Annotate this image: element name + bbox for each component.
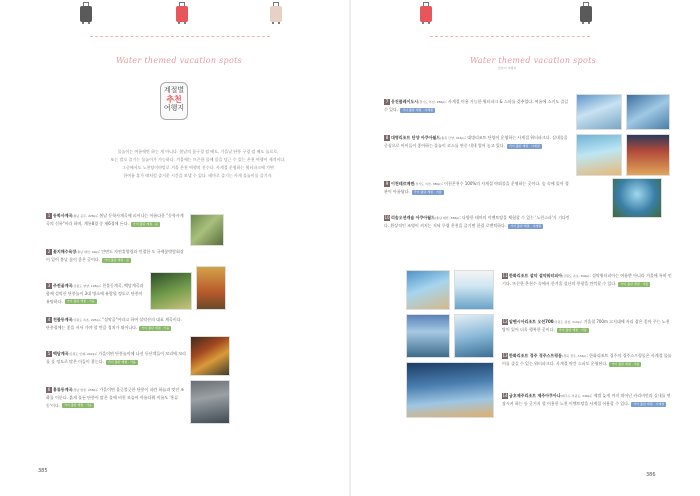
item-name: 동학사계곡 — [53, 213, 73, 218]
item-description: : 겨울철 700m 고지대에 자리 잡은 좋아 주는 노천탕이 있어 더욱 행복한 곳이다. — [502, 319, 670, 333]
photo-autumn-valley — [196, 266, 226, 310]
photo-ocean-castle — [612, 178, 662, 218]
item-description: : 가을이면 울긋불긋한 단풍이 파란 하늘과 멋진 조화를 이룬다. 붉게 물든 단풍이 맑은 물에 비친 모습이 아름다워 이름도 '홍류동'이다. — [46, 387, 185, 408]
suitcase-icon — [270, 2, 282, 24]
item-name: 한화리조트 경주 경주스프링돔 — [509, 353, 563, 358]
title-line-3: 여행지 — [163, 104, 185, 112]
photo-seorak-waterpia — [406, 270, 450, 310]
item-name: 대명리조트 단양 아쿠아월드 — [391, 135, 441, 140]
suitcase-icon — [176, 2, 188, 24]
photo-woongjin-2 — [626, 94, 670, 130]
list-item — [384, 134, 570, 150]
item-number: 4 — [47, 317, 51, 322]
item-description: : 다양한 테마의 이벤트탕을 체험할 수 있는 '노천스파'가 기다린다. 환상적인 조명이 켜지는 저녁 무렵 온천을 즐기면 한결 로맨틱하다. — [384, 215, 570, 229]
season-tag: 가이 출판 계절 · 사계절 — [510, 223, 542, 228]
item-address: (경기도 부천, 286p) — [418, 100, 446, 104]
photo-spring-dome — [454, 314, 494, 358]
item-description: : 봄날 동학사계곡에 피어나는 아름다운 "동학사계곡의 신록"이라 하며, 계룡8경 중 제6경에 든다. — [46, 213, 184, 227]
intro-line: 또는 발로 즐기는 물놀이가 가능하다. 겨울에는 뜨끈한 물에 몸을 담근 수 있는 온천 여행이 제격이다. — [110, 157, 286, 162]
item-description: : 천불동계곡, 백담계곡과 함께 설악산 단풍놀이 3대 명소에 유람될 정도로 단풍이 유명하다. — [46, 283, 144, 304]
photo-terme-den — [626, 134, 670, 176]
list-item — [46, 282, 146, 305]
item-address: (경남 합천, 258p) — [72, 388, 97, 392]
item-address: (강원도 인제, 202p) — [68, 352, 96, 356]
item-number: 11 — [502, 273, 508, 278]
photo-jeju-aquana — [406, 362, 494, 418]
photo-woongjin — [576, 94, 622, 130]
suitcase-icon — [80, 2, 92, 24]
item-description: : 안면도 자연휴양림과 인접한 도 국제꽃박람회장이 있어 봄날 꽃이 좋은 곳이다. — [46, 249, 184, 263]
intro-line: 그중에서도 노천탕이야말로 겨울 온천 여행의 진수다. 사계절 운영하는 워터파크에 가면 — [122, 165, 274, 170]
photo-seorak-waterpia-2 — [454, 270, 494, 310]
item-address: (강원도 속초, 306p) — [562, 274, 590, 278]
item-address: (강원도 양양, 198p) — [72, 284, 100, 288]
intro-line: 한여름 휴가 때처럼 즐거운 시간을 보낼 수 있다. 테마로 즐기는 사계 물놀이를 즐기자. — [123, 173, 273, 178]
season-tag: 가이 출판 계절 · 겨울 — [611, 361, 640, 366]
list-item — [46, 212, 186, 228]
item-description: : 이천온천수 100%의 사계절 야외풀을 운영하는 곳이다. 숲 속에 있어 경관이 아름답다. — [384, 181, 569, 195]
item-name: 백담계곡 — [53, 351, 69, 356]
item-number: 13 — [502, 353, 508, 358]
page-number: 385 — [38, 468, 48, 474]
season-tag: 가이 출판 계절 · 가을 — [66, 299, 95, 304]
item-description: : "설악골"이라고 하여 설악산의 대표 계곡이다. 단풍철에는 좋을 서서 가야 할 만큼 경치가 뛰어나다. — [46, 317, 182, 331]
item-name: 홍류동계곡 — [53, 387, 73, 392]
header-subtitle: 물놀이 여행지 — [498, 66, 517, 70]
item-name: 천불동계곡 — [53, 317, 73, 322]
season-tag: 가이 출판 계절 · 사계절 — [508, 143, 540, 148]
item-name: 한화리조트 설악 설악워터피아 — [509, 273, 563, 278]
item-address: (충남 태안, 386p) — [434, 216, 460, 220]
title-line-2: 추천 — [166, 95, 182, 104]
item-name: 주전골계곡 — [53, 283, 73, 288]
photo-hongryudong — [190, 380, 230, 424]
item-number: 2 — [47, 249, 51, 254]
item-name: 알펜시아리조트 오션700 — [509, 319, 554, 324]
list-item — [384, 214, 570, 230]
list-item — [46, 386, 186, 409]
photo-cheonbuldong — [190, 336, 230, 376]
item-address: (제주도 서귀포, 348p) — [560, 394, 591, 398]
item-number: 9 — [385, 181, 389, 186]
item-address: (충남 공주, 228p) — [72, 214, 97, 218]
season-tag: 가이 출판 계절 · 겨울 — [620, 281, 649, 286]
item-number: 12 — [502, 319, 508, 324]
item-address: (경북 경주, 332p) — [562, 354, 587, 358]
item-description: : 가을이면 단풍놀이에 나선 등산객들이 꼬리에 꼬리를 물 정도로 많은 이들이 찾는다. — [46, 351, 186, 365]
decorative-wave — [430, 36, 590, 40]
decorative-wave — [90, 36, 270, 40]
page-number: 386 — [646, 472, 656, 478]
suitcase-icon — [580, 2, 592, 24]
list-item — [46, 316, 186, 332]
item-number: 5 — [47, 351, 51, 356]
header-script: Water themed vacation spots — [116, 56, 242, 65]
item-address: (충북 단양, 314p) — [440, 136, 465, 140]
intro-line: 물놀이는 여름에만 하는 게 아니다. 봄날의 꽃구경 겸 배도, 가을날 단풍 구경 겸 배도 놀으로, — [117, 149, 279, 154]
list-item — [384, 180, 570, 196]
list-item — [384, 98, 570, 114]
right-page — [350, 0, 700, 496]
item-number: 3 — [47, 283, 51, 288]
title-line-1: 계절별 — [163, 86, 185, 94]
item-number: 8 — [385, 135, 389, 140]
season-tag: 가이 출판 계절 · 가을 — [63, 403, 92, 408]
item-name: 이천테르메덴 — [391, 181, 415, 186]
photo-aquaworld-danyang — [576, 134, 622, 176]
item-number: 1 — [47, 213, 51, 218]
item-name: 금호제주리조트 제주아쿠아나 — [509, 393, 561, 398]
item-address: (충남 태안, 49p) — [76, 250, 99, 254]
item-number: 10 — [384, 215, 390, 220]
season-tag: 가이 출판 계절 · 봄 — [132, 221, 158, 226]
section-title-badge — [160, 82, 188, 120]
item-address: (강원도 속초, 205p) — [72, 318, 100, 322]
item-address: (강원도 평창, 310p) — [553, 320, 581, 324]
season-tag: 가이 출판 계절 · 사계절 — [402, 107, 433, 112]
list-item — [502, 352, 672, 368]
item-number: 14 — [502, 393, 508, 398]
item-description: : 설악워터피아는 여름뿐 아니라 겨울에 특히 인기다. 뜨끈한 온천수 속에서 한겨울 설산의 풍광을 만끽할 수 있다. — [502, 273, 672, 287]
photo-ocean700 — [406, 314, 450, 358]
header-script: Water themed vacation spots — [470, 56, 596, 65]
item-description: : 사계절 이용 가능한 워터파크 & 스파를 갖추었다. 여름에 스키도 즐길 수 있다. — [384, 99, 569, 113]
photo-donghaksa — [190, 214, 224, 246]
item-name: 리솜오션캐슬 아쿠아월드 — [391, 215, 435, 220]
item-description: : 제법 늦게 까지 뛰어난 카리비안과 실내를 연장시켜 하는 등 굿거지 할 이용한 노천 이벤트탕을 사계절 이용할 수 있다. — [502, 393, 671, 407]
photo-jujeongol — [150, 272, 192, 310]
item-description: : 한화리조트 경주의 경주스프링돔은 사계절 물놀이를 즐길 수 있는 워터파크다. 사계절 야간 스파도 운영된다. — [502, 353, 672, 367]
list-item — [502, 392, 672, 408]
season-tag: 가이 출판 계절 · 봄 — [104, 257, 130, 262]
list-item — [502, 318, 672, 334]
season-tag: 가이 출판 계절 · 가을 — [141, 325, 170, 330]
item-name: 웅진플레이도시 — [391, 99, 419, 104]
season-tag: 가이 출판 계절 · 가을 — [107, 359, 136, 364]
item-number: 7 — [385, 99, 389, 104]
season-tag: 가이 출판 계절 · 사계절 — [633, 401, 665, 406]
item-number: 6 — [47, 387, 51, 392]
item-description: : 대명리조트 단양이 운영하는 사계절 워터파크다. 실내물을 중심으로 아이들이 좋아하는 물놀이 코스를 연중 내내 열어 놓고 있다. — [384, 135, 568, 149]
season-tag: 가이 출판 계절 · 겨울 — [413, 189, 442, 194]
list-item — [46, 248, 186, 264]
intro-paragraph — [88, 148, 308, 180]
list-item — [502, 272, 672, 288]
list-item — [46, 350, 186, 366]
suitcase-icon — [420, 2, 432, 24]
item-address: (경기도 이천, 380p) — [414, 182, 442, 186]
season-tag: 가이 출판 계절 · 겨울 — [558, 327, 587, 332]
item-name: 꽃지해수욕장 — [53, 249, 77, 254]
